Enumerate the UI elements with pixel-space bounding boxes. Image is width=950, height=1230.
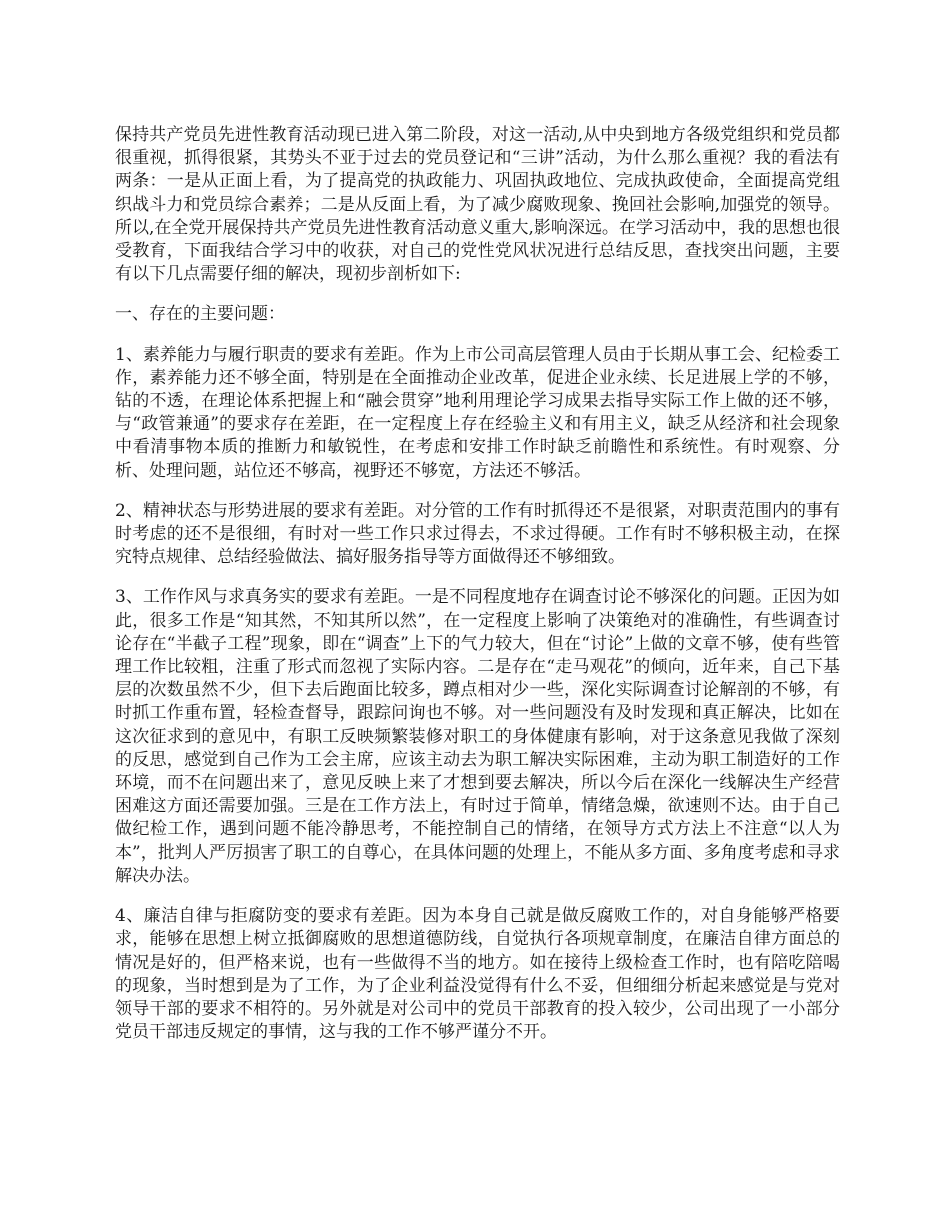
document-page (115, 124, 840, 1061)
problem-paragraph-4: 4、廉洁自律与拒腐防变的要求有差距。因为本身自己就是做反腐败工作的，对自身能够严格要求，能够在思想上树立抵御腐败的思想道德防线，自觉执行各项规章制度，在廉洁自律方面总的情况是好的，但严格来说，也有一些做得不当的地方。如在接待上级检查工作时，也有陪吃陪喝的现象，当时想到是为了工作，为了企业利益没觉得有什么不妥，但细细分析起来感觉是与党对领导干部的要求不相符的。另外就是对公司中的党员干部教育的投入较少，公司出现了一小部分党员干部违反规定的事情，这与我的工作不够严谨分不开。 (115, 906, 840, 1043)
problem-paragraph-2: 2、精神状态与形势进展的要求有差距。对分管的工作有时抓得还不是很紧，对职责范围内的事有时考虑的还不是很细，有时对一些工作只求过得去，不求过得硬。工作有时不够积极主动，在探究特点规律、总结经验做法、搞好服务指导等方面做得还不够细致。 (115, 500, 840, 568)
problem-paragraph-1: 1、素养能力与履行职责的要求有差距。作为上市公司高层管理人员由于长期从事工会、纪检委工作，素养能力还不够全面，特别是在全面推动企业改革，促进企业永续、长足进展上学的不够，钻的不透，在理论体系把握上和“融会贯穿”地利用理论学习成果去指导实际工作上做的还不够，与“政管兼通”的要求存在差距，在一定程度上存在经验主义和有用主义，缺乏从经济和社会现象中看清事物本质的推断力和敏锐性，在考虑和安排工作时缺乏前瞻性和系统性。有时观察、分析、处理问题，站位还不够高，视野还不够宽，方法还不够活。 (115, 344, 840, 481)
section-heading-main-problems: 一、存在的主要问题： (115, 304, 285, 325)
problem-paragraph-3: 3、工作作风与求真务实的要求有差距。一是不同程度地存在调查讨论不够深化的问题。正因为如此，很多工作是“知其然，不知其所以然”，在一定程度上影响了决策绝对的准确性，有些调查讨论存在“半截子工程”现象，即在“调查”上下的气力较大，但在“讨论”上做的文章不够，使有些管理工作比较粗，注重了形式而忽视了实际内容。二是存在“走马观花”的倾向，近年来，自己下基层的次数虽然不少，但下去后跑面比较多，蹲点相对少一些，深化实际调查讨论解剖的不够，有时抓工作重布置，轻检查督导，跟踪问询也不够。对一些问题没有及时发现和真正解决，比如在这次征求到的意见中，有职工反映频繁装修对职工的身体健康有影响，对于这条意见我做了深刻的反思，感觉到自己作为工会主席，应该主动去为职工解决实际困难，主动为职工制造好的工作环境，而不在问题出来了，意见反映上来了才想到要去解决，所以今后在深化一线解决生产经营困难这方面还需要加强。三是在工作方法上，有时过于简单，情绪急燥，欲速则不达。由于自己做纪检工作，遇到问题不能冷静思考，不能控制自己的情绪，在领导方式方法上不注意“以人为本”，批判人严厉损害了职工的自尊心，在具体问题的处理上，不能从多方面、多角度考虑和寻求解决办法。 (115, 587, 840, 886)
intro-paragraph: 保持共产党员先进性教育活动现已进入第二阶段，对这一活动,从中央到地方各级党组织和党员都很重视，抓得很紧，其势头不亚于过去的党员登记和“三讲”活动，为什么那么重视？我的看法有两条：一是从正面上看，为了提高党的执政能力、巩固执政地位、完成执政使命，全面提高党组织战斗力和党员综合素养；二是从反面上看，为了减少腐败现象、挽回社会影响,加强党的领导。所以,在全党开展保持共产党员先进性教育活动意义重大,影响深远。在学习活动中，我的思想也很受教育，下面我结合学习中的收获，对自己的党性党风状况进行总结反思，查找突出问题，主要有以下几点需要仔细的解决，现初步剖析如下: (115, 125, 840, 285)
